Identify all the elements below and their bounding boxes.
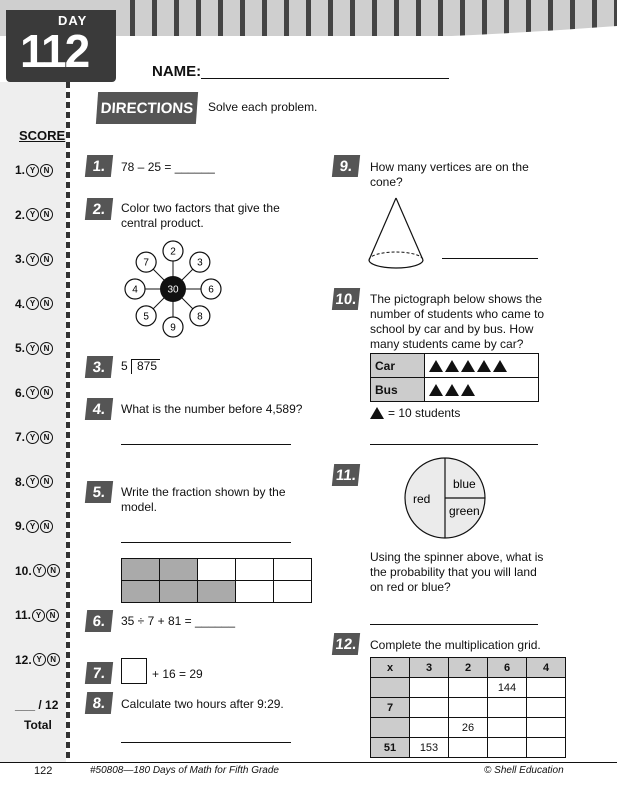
pictograph bbox=[370, 353, 539, 402]
grid-header-cell: 6 bbox=[488, 658, 527, 678]
score-row bbox=[15, 564, 60, 578]
pictograph-key: = 10 students bbox=[388, 406, 461, 420]
spinner-red: red bbox=[413, 492, 431, 506]
fraction-cell bbox=[160, 559, 198, 581]
fraction-cell bbox=[274, 581, 312, 603]
score-no-circle[interactable]: N bbox=[40, 342, 53, 355]
question-10-line2: number of students who came to bbox=[370, 307, 545, 321]
question-10-line3: school by car and by bus. How bbox=[370, 322, 534, 336]
question-2-text bbox=[121, 201, 280, 231]
triangle-icon bbox=[445, 360, 459, 372]
grid-header-cell: 4 bbox=[527, 658, 566, 678]
fraction-cell bbox=[122, 581, 160, 603]
page-number: 122 bbox=[34, 765, 53, 777]
question-7-badge: 7. bbox=[85, 662, 113, 684]
fraction-cell bbox=[274, 559, 312, 581]
question-1-text: 78 – 25 = ______ bbox=[121, 160, 215, 174]
score-row-number: 5. bbox=[15, 341, 26, 355]
spinner-green: green bbox=[449, 504, 480, 518]
question-9-text bbox=[370, 160, 529, 190]
score-row-number: 9. bbox=[15, 519, 26, 533]
question-11-line1: Using the spinner above, what is bbox=[370, 550, 544, 564]
grid-header-cell bbox=[371, 718, 410, 738]
question-2-line1: Color two factors that give the bbox=[121, 201, 280, 215]
factor-petal-label: 4 bbox=[132, 284, 138, 296]
score-row bbox=[15, 653, 60, 667]
grid-cell[interactable] bbox=[527, 678, 566, 698]
score-title: SCORE bbox=[19, 128, 66, 143]
question-10-line4: many students came by car? bbox=[370, 337, 524, 351]
fraction-cell bbox=[236, 559, 274, 581]
question-9-badge: 9. bbox=[332, 155, 360, 177]
question-7-blank-box[interactable] bbox=[121, 658, 147, 684]
factor-petal-label: 3 bbox=[197, 257, 203, 269]
question-6-badge: 6. bbox=[85, 610, 113, 632]
grid-header-cell bbox=[371, 678, 410, 698]
question-8-text: Calculate two hours after 9:29. bbox=[121, 697, 284, 711]
question-7-text: + 16 = 29 bbox=[152, 667, 203, 681]
score-row bbox=[15, 297, 53, 311]
question-5-line1: Write the fraction shown by the bbox=[121, 485, 286, 499]
fraction-cell bbox=[236, 581, 274, 603]
fraction-model bbox=[121, 558, 312, 603]
score-yes-circle[interactable]: Y bbox=[32, 609, 45, 622]
question-12-badge: 12. bbox=[332, 633, 360, 655]
score-yes-circle[interactable]: Y bbox=[33, 653, 46, 666]
score-yes-circle[interactable]: Y bbox=[26, 520, 39, 533]
score-no-circle[interactable]: N bbox=[40, 520, 53, 533]
score-yes-circle[interactable]: Y bbox=[26, 208, 39, 221]
score-yes-circle[interactable]: Y bbox=[26, 431, 39, 444]
triangle-key-icon bbox=[370, 407, 384, 419]
spinner bbox=[403, 456, 487, 540]
grid-cell[interactable] bbox=[449, 678, 488, 698]
score-row bbox=[15, 475, 53, 489]
question-10-text bbox=[370, 292, 544, 352]
question-6-text: 35 ÷ 7 + 81 = ______ bbox=[121, 614, 236, 628]
score-no-circle[interactable]: N bbox=[40, 475, 53, 488]
factor-petal-label: 8 bbox=[197, 311, 203, 323]
question-5-line2: model. bbox=[121, 500, 158, 514]
question-8-badge: 8. bbox=[85, 692, 113, 714]
question-11-text bbox=[370, 550, 543, 595]
question-11-line2: the probability that you will land bbox=[370, 565, 537, 579]
triangle-icon bbox=[477, 360, 491, 372]
question-9-line1: How many vertices are on the bbox=[370, 160, 529, 174]
multiplication-grid bbox=[370, 657, 566, 758]
grid-header-cell: 2 bbox=[449, 658, 488, 678]
grid-header-cell: 3 bbox=[410, 658, 449, 678]
question-10-line1: The pictograph below shows the bbox=[370, 292, 543, 306]
question-2-badge: 2. bbox=[85, 198, 113, 220]
grid-cell[interactable]: 144 bbox=[488, 678, 527, 698]
pictograph-bus-icons bbox=[425, 378, 539, 402]
footer-divider bbox=[0, 762, 617, 763]
score-yes-circle[interactable]: Y bbox=[26, 342, 39, 355]
question-5-text bbox=[121, 485, 286, 515]
score-no-circle[interactable]: N bbox=[46, 609, 59, 622]
score-no-circle[interactable]: N bbox=[40, 297, 53, 310]
fraction-cell bbox=[198, 581, 236, 603]
fraction-cell bbox=[122, 559, 160, 581]
spinner-blue: blue bbox=[453, 477, 476, 491]
footer-copyright: © Shell Education bbox=[484, 765, 564, 776]
name-field[interactable] bbox=[201, 78, 449, 79]
factor-petal-label: 5 bbox=[143, 311, 149, 323]
factor-petal-label: 6 bbox=[208, 284, 214, 296]
score-no-circle[interactable]: N bbox=[40, 253, 53, 266]
score-no-circle[interactable]: N bbox=[40, 386, 53, 399]
question-5-answer-line[interactable] bbox=[121, 542, 291, 543]
score-row-number: 3. bbox=[15, 252, 26, 266]
question-11-line3: on red or blue? bbox=[370, 580, 451, 594]
question-12-text: Complete the multiplication grid. bbox=[370, 638, 541, 652]
grid-cell[interactable] bbox=[488, 698, 527, 718]
triangle-icon bbox=[429, 384, 443, 396]
grid-cell[interactable]: 153 bbox=[410, 738, 449, 758]
name-label: NAME: bbox=[152, 63, 202, 80]
score-row-number: 6. bbox=[15, 385, 26, 400]
question-4-text: What is the number before 4,589? bbox=[121, 402, 303, 416]
question-8-answer-line[interactable] bbox=[121, 742, 291, 743]
score-no-circle[interactable]: N bbox=[47, 564, 60, 577]
grid-header-cell: x bbox=[371, 658, 410, 678]
question-10-badge: 10. bbox=[332, 288, 360, 310]
grid-header-cell: 51 bbox=[371, 738, 410, 758]
total-label: Total bbox=[24, 718, 52, 732]
score-row-number: 4. bbox=[15, 296, 26, 311]
score-row-number: 8. bbox=[15, 474, 26, 489]
score-row bbox=[15, 341, 53, 355]
pictograph-label-car: Car bbox=[371, 354, 425, 378]
factor-petal-label: 2 bbox=[170, 246, 176, 258]
fraction-cell bbox=[160, 581, 198, 603]
day-number: 112 bbox=[20, 25, 89, 77]
score-no-circle[interactable]: N bbox=[47, 653, 60, 666]
question-9-line2: cone? bbox=[370, 175, 403, 189]
pictograph-car-icons bbox=[425, 354, 539, 378]
day-box bbox=[6, 10, 116, 82]
question-9-answer-line[interactable] bbox=[442, 258, 538, 259]
question-3-badge: 3. bbox=[85, 356, 113, 378]
score-yes-circle[interactable]: Y bbox=[26, 164, 39, 177]
fraction-cell bbox=[198, 559, 236, 581]
grid-cell[interactable] bbox=[488, 718, 527, 738]
grid-cell[interactable] bbox=[410, 678, 449, 698]
triangle-icon bbox=[429, 360, 443, 372]
grid-cell[interactable] bbox=[449, 738, 488, 758]
triangle-icon bbox=[445, 384, 459, 396]
dashed-divider bbox=[66, 82, 70, 762]
score-row-number: 11. bbox=[15, 608, 32, 622]
grid-cell[interactable] bbox=[488, 738, 527, 758]
question-4-answer-line[interactable] bbox=[121, 444, 291, 445]
score-row bbox=[15, 608, 59, 622]
division-divisor: 5 bbox=[121, 359, 128, 373]
grid-cell[interactable] bbox=[527, 698, 566, 718]
grid-cell[interactable] bbox=[527, 738, 566, 758]
score-row bbox=[15, 252, 53, 266]
triangle-icon bbox=[461, 384, 475, 396]
question-10-answer-line[interactable] bbox=[370, 444, 538, 445]
score-row bbox=[15, 386, 53, 400]
score-yes-circle[interactable]: Y bbox=[33, 564, 46, 577]
triangle-icon bbox=[493, 360, 507, 372]
question-11-answer-line[interactable] bbox=[370, 624, 538, 625]
score-row-number: 12. bbox=[15, 652, 32, 667]
question-4-badge: 4. bbox=[85, 398, 113, 420]
score-row bbox=[15, 519, 53, 533]
score-row-number: 10. bbox=[15, 563, 32, 578]
factor-petal-label: 9 bbox=[170, 322, 176, 334]
score-row-number: 1. bbox=[15, 163, 26, 177]
question-11-badge: 11. bbox=[332, 464, 360, 486]
factor-petal-label: 7 bbox=[143, 257, 149, 269]
grid-cell[interactable] bbox=[410, 718, 449, 738]
question-1-badge: 1. bbox=[85, 155, 113, 177]
score-row-number: 7. bbox=[15, 430, 26, 444]
score-yes-circle[interactable]: Y bbox=[26, 297, 39, 310]
grid-cell[interactable]: 26 bbox=[449, 718, 488, 738]
score-yes-circle[interactable]: Y bbox=[26, 253, 39, 266]
grid-header-cell: 7 bbox=[371, 698, 410, 718]
triangle-icon bbox=[461, 360, 475, 372]
grid-cell[interactable] bbox=[410, 698, 449, 718]
question-5-badge: 5. bbox=[85, 481, 113, 503]
score-row-number: 2. bbox=[15, 207, 26, 222]
score-yes-circle[interactable]: Y bbox=[26, 386, 39, 399]
question-2-line2: central product. bbox=[121, 216, 204, 230]
grid-cell[interactable] bbox=[527, 718, 566, 738]
score-no-circle[interactable]: N bbox=[40, 208, 53, 221]
grid-cell[interactable] bbox=[449, 698, 488, 718]
total-score: ___ / 12 bbox=[15, 698, 59, 712]
score-no-circle[interactable]: N bbox=[40, 164, 53, 177]
score-no-circle[interactable]: N bbox=[40, 431, 53, 444]
directions-text: Solve each problem. bbox=[208, 100, 318, 114]
footer-title: #50808—180 Days of Math for Fifth Grade bbox=[90, 765, 279, 776]
score-row bbox=[15, 430, 53, 444]
day-label: DAY bbox=[58, 13, 88, 28]
score-row bbox=[15, 208, 53, 222]
factor-center-label: 30 bbox=[167, 284, 179, 296]
pictograph-label-bus: Bus bbox=[371, 378, 425, 402]
score-row bbox=[15, 163, 53, 177]
directions-banner: DIRECTIONS bbox=[96, 92, 198, 124]
score-yes-circle[interactable]: Y bbox=[26, 475, 39, 488]
cone-shape bbox=[365, 195, 427, 277]
factor-flower bbox=[118, 240, 228, 340]
division-dividend: 875 bbox=[137, 359, 158, 373]
